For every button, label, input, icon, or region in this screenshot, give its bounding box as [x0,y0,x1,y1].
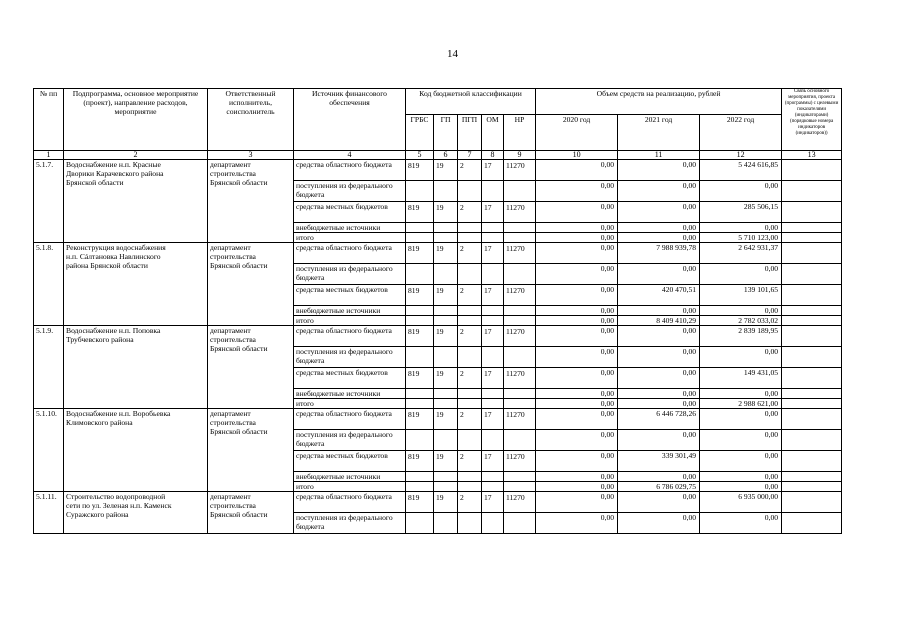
amount-cell: 2 839 189,95 [700,326,782,347]
code-pgp [458,347,482,368]
header-grbs: ГРБС [406,115,434,151]
code-np [504,430,536,451]
code-np: 11270 [504,326,536,347]
amount-cell: 149 431,05 [700,368,782,389]
code-om: 17 [482,368,504,389]
code-gp [434,181,458,202]
code-grbs [406,399,434,409]
responsible-line: Брянской области [210,427,268,436]
source-cell: итого [294,233,406,243]
item-name-line: Брянской области [66,178,124,187]
item-name [64,160,208,243]
code-np [504,347,536,368]
amount-cell: 6 935 000,00 [700,492,782,513]
responsible-line: Брянской области [210,178,268,187]
source-cell: средства местных бюджетов [294,368,406,389]
code-pgp [458,389,482,399]
table-body [34,160,842,534]
amount-cell: 0,00 [536,451,618,472]
table-row [34,243,842,264]
amount-cell: 0,00 [536,223,618,233]
amount-cell: 0,00 [618,389,700,399]
responsible-line: Брянской области [210,261,268,270]
code-np [504,223,536,233]
code-gp [434,306,458,316]
source-cell: средства местных бюджетов [294,285,406,306]
amount-cell: 0,00 [618,472,700,482]
header-om: ОМ [482,115,504,151]
source-cell: средства областного бюджета [294,160,406,181]
source-cell: поступления из федерального бюджета [294,181,406,202]
code-pgp [458,306,482,316]
code-gp [434,472,458,482]
responsible-line: Брянской области [210,344,268,353]
source-cell: внебюджетные источники [294,306,406,316]
item-number: 5.1.11. [34,492,64,534]
amount-cell: 0,00 [618,160,700,181]
code-pgp: 2 [458,492,482,513]
code-om [482,482,504,492]
header-2020: 2020 год [536,115,618,151]
amount-cell: 0,00 [536,285,618,306]
code-gp: 19 [434,451,458,472]
item-number: 5.1.9. [34,326,64,409]
code-grbs [406,306,434,316]
code-gp [434,316,458,326]
code-pgp: 2 [458,451,482,472]
header-responsible: Ответственный исполнитель, соисполнитель [208,89,294,151]
link-cell [782,409,842,430]
code-pgp [458,223,482,233]
source-cell: поступления из федерального бюджета [294,347,406,368]
amount-cell: 0,00 [536,399,618,409]
amount-cell: 0,00 [536,202,618,223]
code-pgp [458,482,482,492]
amount-cell: 0,00 [536,264,618,285]
amount-cell: 0,00 [536,347,618,368]
source-cell: средства областного бюджета [294,243,406,264]
column-numbers-row [34,151,842,160]
code-gp: 19 [434,326,458,347]
col-num: 1 [34,151,64,160]
source-cell: поступления из федерального бюджета [294,264,406,285]
col-num: 9 [504,151,536,160]
code-gp [434,399,458,409]
header-gp: ГП [434,115,458,151]
item-name-line: Климовского района [66,418,133,427]
link-cell [782,482,842,492]
code-gp [434,233,458,243]
amount-cell: 0,00 [618,223,700,233]
amount-cell: 0,00 [536,430,618,451]
code-om: 17 [482,285,504,306]
table-row [34,160,842,181]
code-gp [434,264,458,285]
item-name-line: Строительство водопроводной [66,492,166,501]
amount-cell: 0,00 [700,347,782,368]
header-np: НР [504,115,536,151]
item-name [64,409,208,492]
amount-cell: 0,00 [536,389,618,399]
amount-cell: 0,00 [618,399,700,409]
col-num: 11 [618,151,700,160]
code-pgp [458,233,482,243]
link-cell [782,472,842,482]
code-om [482,316,504,326]
code-np [504,306,536,316]
amount-cell: 0,00 [700,306,782,316]
code-pgp: 2 [458,368,482,389]
item-responsible [208,326,294,409]
source-cell: итого [294,399,406,409]
code-gp: 19 [434,243,458,264]
code-pgp: 2 [458,202,482,223]
source-cell: средства областного бюджета [294,409,406,430]
amount-cell: 0,00 [700,472,782,482]
code-om [482,399,504,409]
col-num: 8 [482,151,504,160]
amount-cell: 0,00 [618,492,700,513]
amount-cell: 2 988 621,00 [700,399,782,409]
code-gp: 19 [434,160,458,181]
code-np: 11270 [504,243,536,264]
link-cell [782,451,842,472]
amount-cell: 0,00 [536,492,618,513]
link-cell [782,243,842,264]
code-om: 17 [482,326,504,347]
amount-cell: 0,00 [618,368,700,389]
code-np [504,389,536,399]
code-pgp [458,316,482,326]
amount-cell: 0,00 [700,451,782,472]
amount-cell: 0,00 [700,181,782,202]
responsible-line: Брянской области [210,510,268,519]
code-grbs: 819 [406,368,434,389]
link-cell [782,347,842,368]
code-grbs [406,513,434,534]
code-gp [434,223,458,233]
code-gp [434,347,458,368]
col-num: 10 [536,151,618,160]
item-name-line: н.п. Сáлтановка Навлинского [66,252,161,261]
amount-cell: 0,00 [618,347,700,368]
link-cell [782,202,842,223]
code-np: 11270 [504,492,536,513]
code-pgp: 2 [458,285,482,306]
amount-cell: 0,00 [536,326,618,347]
link-cell [782,285,842,306]
code-np: 11270 [504,285,536,306]
code-om: 17 [482,243,504,264]
col-num: 6 [434,151,458,160]
amount-cell: 339 301,49 [618,451,700,472]
code-pgp [458,264,482,285]
code-pgp: 2 [458,160,482,181]
code-om [482,513,504,534]
source-cell: внебюджетные источники [294,223,406,233]
link-cell [782,233,842,243]
col-num: 4 [294,151,406,160]
code-gp [434,513,458,534]
table-row [34,409,842,430]
code-grbs [406,430,434,451]
item-name-line: Суражского района [66,510,129,519]
code-grbs [406,181,434,202]
amount-cell: 6 786 029,75 [618,482,700,492]
code-pgp [458,513,482,534]
code-np: 11270 [504,202,536,223]
item-name-line: сети по ул. Зеленая н.п. Каменск [66,501,172,510]
source-cell: средства областного бюджета [294,326,406,347]
col-num: 2 [64,151,208,160]
item-name-line: Дворики Карачевского района [66,169,164,178]
amount-cell: 0,00 [700,482,782,492]
source-cell: итого [294,482,406,492]
amount-cell: 0,00 [618,181,700,202]
code-grbs: 819 [406,326,434,347]
code-om [482,223,504,233]
header-volume: Объем средств на реализацию, рублей [536,89,782,115]
amount-cell: 0,00 [618,326,700,347]
code-gp: 19 [434,285,458,306]
amount-cell: 0,00 [700,409,782,430]
code-gp: 19 [434,409,458,430]
amount-cell: 0,00 [618,306,700,316]
table-row [34,492,842,513]
code-np [504,181,536,202]
link-cell [782,306,842,316]
code-np [504,399,536,409]
responsible-line: департамент строительства [210,243,256,261]
amount-cell: 0,00 [536,306,618,316]
code-om: 17 [482,202,504,223]
amount-cell: 0,00 [536,160,618,181]
code-grbs [406,347,434,368]
source-cell: внебюджетные источники [294,472,406,482]
responsible-line: департамент строительства [210,160,256,178]
amount-cell: 5 424 616,85 [700,160,782,181]
code-gp: 19 [434,202,458,223]
code-grbs: 819 [406,202,434,223]
code-pgp [458,181,482,202]
header-pgp: ПГП [458,115,482,151]
header-source: Источник финансового обеспечения [294,89,406,151]
amount-cell: 7 988 939,78 [618,243,700,264]
amount-cell: 0,00 [536,368,618,389]
amount-cell: 0,00 [618,430,700,451]
code-grbs [406,316,434,326]
amount-cell: 0,00 [536,472,618,482]
amount-cell: 2 642 931,37 [700,243,782,264]
source-cell: поступления из федерального бюджета [294,430,406,451]
code-om: 17 [482,492,504,513]
code-grbs [406,264,434,285]
code-np [504,472,536,482]
code-grbs: 819 [406,409,434,430]
link-cell [782,181,842,202]
amount-cell: 5 710 123,00 [700,233,782,243]
col-num: 5 [406,151,434,160]
source-cell: средства местных бюджетов [294,202,406,223]
amount-cell: 139 101,65 [700,285,782,306]
amount-cell: 0,00 [700,430,782,451]
col-num: 12 [700,151,782,160]
link-cell [782,492,842,513]
code-om [482,233,504,243]
code-gp: 19 [434,492,458,513]
code-grbs [406,472,434,482]
code-grbs [406,223,434,233]
link-cell [782,326,842,347]
item-responsible [208,492,294,534]
responsible-line: департамент строительства [210,492,256,510]
code-gp: 19 [434,368,458,389]
header-2021: 2021 год [618,115,700,151]
link-cell [782,389,842,399]
amount-cell: 0,00 [536,181,618,202]
code-np [504,264,536,285]
item-name [64,492,208,534]
code-grbs: 819 [406,492,434,513]
source-cell: итого [294,316,406,326]
col-num: 7 [458,151,482,160]
link-cell [782,223,842,233]
code-np [504,482,536,492]
amount-cell: 6 446 728,26 [618,409,700,430]
amount-cell: 2 782 033,02 [700,316,782,326]
amount-cell: 0,00 [700,264,782,285]
page-number: 14 [447,48,458,60]
amount-cell: 0,00 [536,243,618,264]
code-pgp [458,430,482,451]
responsible-line: департамент строительства [210,409,256,427]
code-om [482,306,504,316]
amount-cell: 0,00 [618,264,700,285]
link-cell [782,264,842,285]
code-gp [434,430,458,451]
code-grbs: 819 [406,451,434,472]
source-cell: поступления из федерального бюджета [294,513,406,534]
budget-table [33,88,842,534]
link-cell [782,399,842,409]
source-cell: средства местных бюджетов [294,451,406,472]
source-cell: средства областного бюджета [294,492,406,513]
link-cell [782,513,842,534]
item-name [64,243,208,326]
code-om: 17 [482,451,504,472]
header-link: Связь основного мероприятия, проекта (программы) с целевыми показателями (индикаторами) (порядковые номера индикаторов (индикаторов)) [782,89,842,151]
item-name-line: Водоснабжение н.п. Красные [66,160,161,169]
code-om [482,347,504,368]
amount-cell: 0,00 [536,233,618,243]
code-np: 11270 [504,409,536,430]
code-pgp [458,472,482,482]
code-grbs: 819 [406,243,434,264]
amount-cell: 0,00 [536,513,618,534]
col-num: 13 [782,151,842,160]
item-name-line: Водоснабжение н.п. Поповка [66,326,161,335]
code-grbs: 819 [406,160,434,181]
source-cell: внебюджетные источники [294,389,406,399]
code-grbs: 819 [406,285,434,306]
amount-cell: 0,00 [618,513,700,534]
link-cell [782,368,842,389]
item-responsible [208,409,294,492]
code-np: 11270 [504,160,536,181]
code-pgp [458,399,482,409]
header-budget-code: Код бюджетной классификации [406,89,536,115]
code-gp [434,389,458,399]
code-pgp: 2 [458,243,482,264]
code-np: 11270 [504,368,536,389]
responsible-line: департамент строительства [210,326,256,344]
header-subprogram: Подпрограмма, основное мероприятие (проект), направление расходов, мероприятие [64,89,208,151]
item-responsible [208,160,294,243]
header-2022: 2022 год [700,115,782,151]
amount-cell: 8 409 410,29 [618,316,700,326]
amount-cell: 0,00 [700,513,782,534]
code-om [482,472,504,482]
code-grbs [406,482,434,492]
code-pgp: 2 [458,326,482,347]
code-np [504,316,536,326]
code-om [482,389,504,399]
code-np [504,233,536,243]
amount-cell: 0,00 [700,223,782,233]
item-number: 5.1.8. [34,243,64,326]
link-cell [782,316,842,326]
amount-cell: 0,00 [618,233,700,243]
amount-cell: 0,00 [618,202,700,223]
item-name-line: Водоснабжение н.п. Воробьевка [66,409,171,418]
item-number: 5.1.10. [34,409,64,492]
amount-cell: 285 506,15 [700,202,782,223]
amount-cell: 0,00 [700,389,782,399]
item-name-line: Трубчевского района [66,335,134,344]
code-pgp: 2 [458,409,482,430]
code-om: 17 [482,160,504,181]
link-cell [782,160,842,181]
code-grbs [406,389,434,399]
code-np [504,513,536,534]
item-responsible [208,243,294,326]
amount-cell: 0,00 [536,409,618,430]
amount-cell: 0,00 [536,316,618,326]
code-np: 11270 [504,451,536,472]
code-om [482,181,504,202]
col-num: 3 [208,151,294,160]
code-om [482,264,504,285]
header-num: № пп [34,89,64,151]
link-cell [782,430,842,451]
code-grbs [406,233,434,243]
code-om [482,430,504,451]
code-gp [434,482,458,492]
item-name [64,326,208,409]
item-name-line: Реконструкция водоснабжения [66,243,166,252]
table-row [34,326,842,347]
code-om: 17 [482,409,504,430]
item-name-line: района Брянской области [66,261,148,270]
item-number: 5.1.7. [34,160,64,243]
amount-cell: 0,00 [536,482,618,492]
amount-cell: 420 470,51 [618,285,700,306]
